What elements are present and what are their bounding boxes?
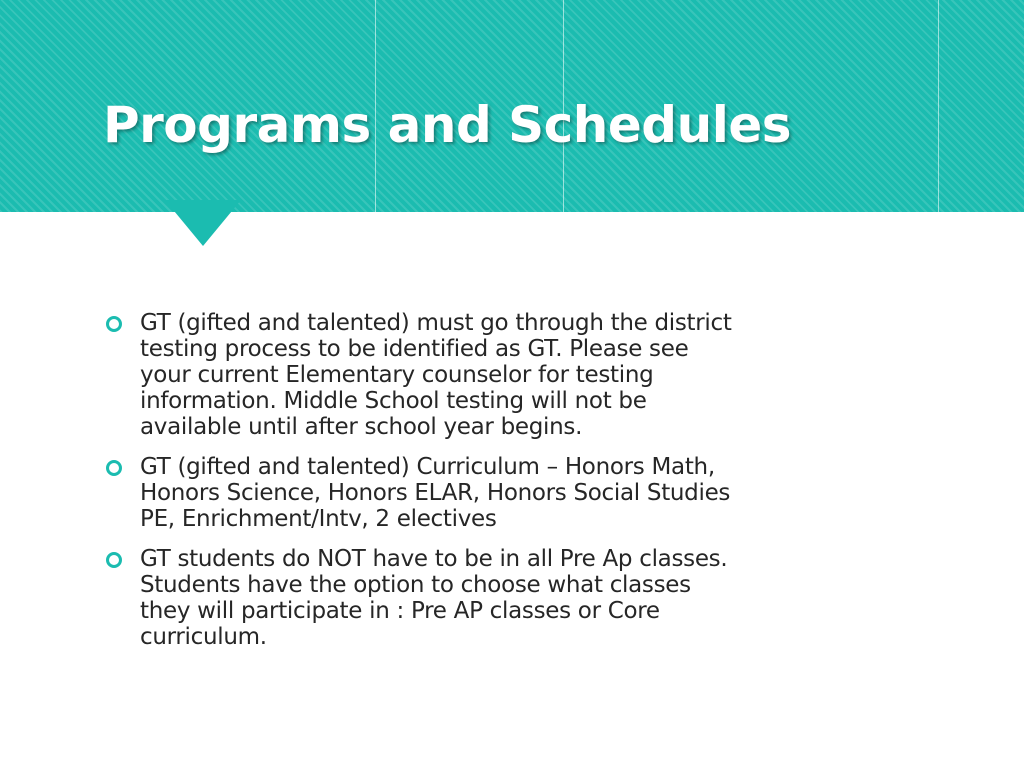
banner-notch	[165, 200, 241, 246]
bullet-item	[106, 546, 866, 650]
text-line: available until after school year begins.	[140, 414, 583, 440]
text-line: they will participate in : Pre AP classes or Core	[140, 598, 660, 624]
text-line: curriculum.	[140, 624, 267, 650]
text-line: Students have the option to choose what classes	[140, 572, 691, 598]
text-line: GT (gifted and talented) Curriculum – Honors Math,	[140, 454, 715, 480]
bullet-text	[140, 310, 732, 440]
circle-bullet-icon	[106, 316, 122, 332]
title-banner	[0, 0, 1024, 212]
banner-divider	[938, 0, 939, 212]
text-line: GT students do NOT have to be in all Pre Ap classes.	[140, 546, 728, 572]
slide-title: Programs and Schedules	[103, 96, 791, 154]
text-line: testing process to be identified as GT. Please see	[140, 336, 689, 362]
text-line: information. Middle School testing will not be	[140, 388, 647, 414]
circle-bullet-icon	[106, 460, 122, 476]
text-line: PE, Enrichment/Intv, 2 electives	[140, 506, 497, 532]
bullet-item	[106, 310, 866, 440]
bullet-item	[106, 454, 866, 532]
bullet-text	[140, 546, 727, 650]
text-line: your current Elementary counselor for testing	[140, 362, 654, 388]
circle-bullet-icon	[106, 552, 122, 568]
text-line: GT (gifted and talented) must go through the district	[140, 310, 732, 336]
text-line: Honors Science, Honors ELAR, Honors Social Studies	[140, 480, 731, 506]
bullet-list	[106, 310, 866, 664]
bullet-text	[140, 454, 730, 532]
